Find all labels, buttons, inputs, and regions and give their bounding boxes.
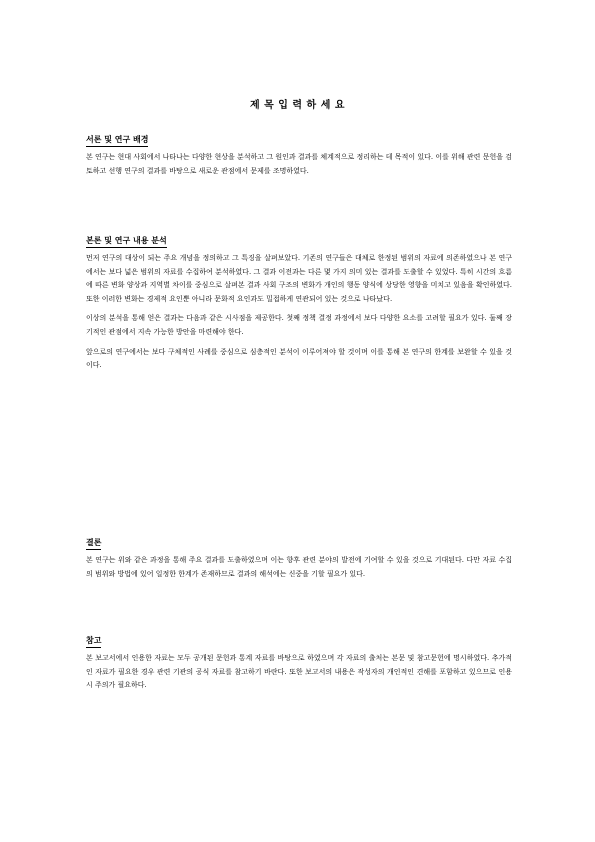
section-paragraph: 먼저 연구의 대상이 되는 주요 개념을 정의하고 그 특징을 살펴보았다. 기존의 연구들은 대체로 한정된 범위의 자료에 의존하였으나 본 연구에서는 보다 넓은 범위의 자료를 수집하여 분석하였다. 그 결과 이전과는 다른 몇 가지 의미 있는 결과를 도출할 수 있었다. 특히 시간의 흐름에 따른 변화 양상과 지역별 차이를 중심으로 살펴본 결과 사회 구조의 변화가 개인의 행동 양식에 상당한 영향을 미치고 있음을 확인하였다. 또한 이러한 변화는 경제적 요인뿐 아니라 문화적 요인과도 밀접하게 연관되어 있는 것으로 나타났다.	[86, 254, 512, 303]
section-references	[86, 628, 512, 693]
section-paragraph: 앞으로의 연구에서는 보다 구체적인 사례를 중심으로 심층적인 분석이 이루어져야 할 것이며 이를 통해 본 연구의 한계를 보완할 수 있을 것이다.	[86, 347, 512, 370]
section-paragraph: 본 연구는 위와 같은 과정을 통해 주요 결과를 도출하였으며 이는 향후 관련 분야의 발전에 기여할 수 있을 것으로 기대된다. 다만 자료 수집의 범위와 방법에 있어 일정한 한계가 존재하므로 결과의 해석에는 신중을 기할 필요가 있다.	[86, 556, 512, 578]
section-conclusion	[86, 530, 512, 581]
section-paragraph: 본 연구는 현대 사회에서 나타나는 다양한 현상을 분석하고 그 원인과 결과를 체계적으로 정리하는 데 목적이 있다. 이를 위해 관련 문헌을 검토하고 선행 연구의 결과를 바탕으로 새로운 관점에서 문제를 조명하였다.	[86, 153, 512, 175]
section-body	[86, 228, 512, 373]
section-heading: 결론	[86, 538, 101, 550]
section-paragraph: 본 보고서에서 인용한 자료는 모두 공개된 문헌과 통계 자료를 바탕으로 하였으며 각 자료의 출처는 본문 및 참고문헌에 명시하였다. 추가적인 자료가 필요한 경우 관련 기관의 공식 자료를 참고하기 바란다. 또한 보고서의 내용은 작성자의 개인적인 견해를 포함하고 있으므로 인용 시 주의가 필요하다.	[86, 654, 512, 690]
section-introduction	[86, 127, 512, 178]
page-title: 제 목 입 력 하 세 요	[249, 100, 345, 111]
section-heading: 서론 및 연구 배경	[86, 135, 148, 147]
section-paragraph: 이상의 분석을 통해 얻은 결과는 다음과 같은 시사점을 제공한다. 첫째 정책 결정 과정에서 보다 다양한 요소를 고려할 필요가 있다. 둘째 장기적인 관점에서 지속 가능한 방안을 마련해야 한다.	[86, 314, 512, 336]
section-heading: 본론 및 연구 내용 분석	[86, 236, 167, 248]
section-heading: 참고	[86, 636, 101, 648]
